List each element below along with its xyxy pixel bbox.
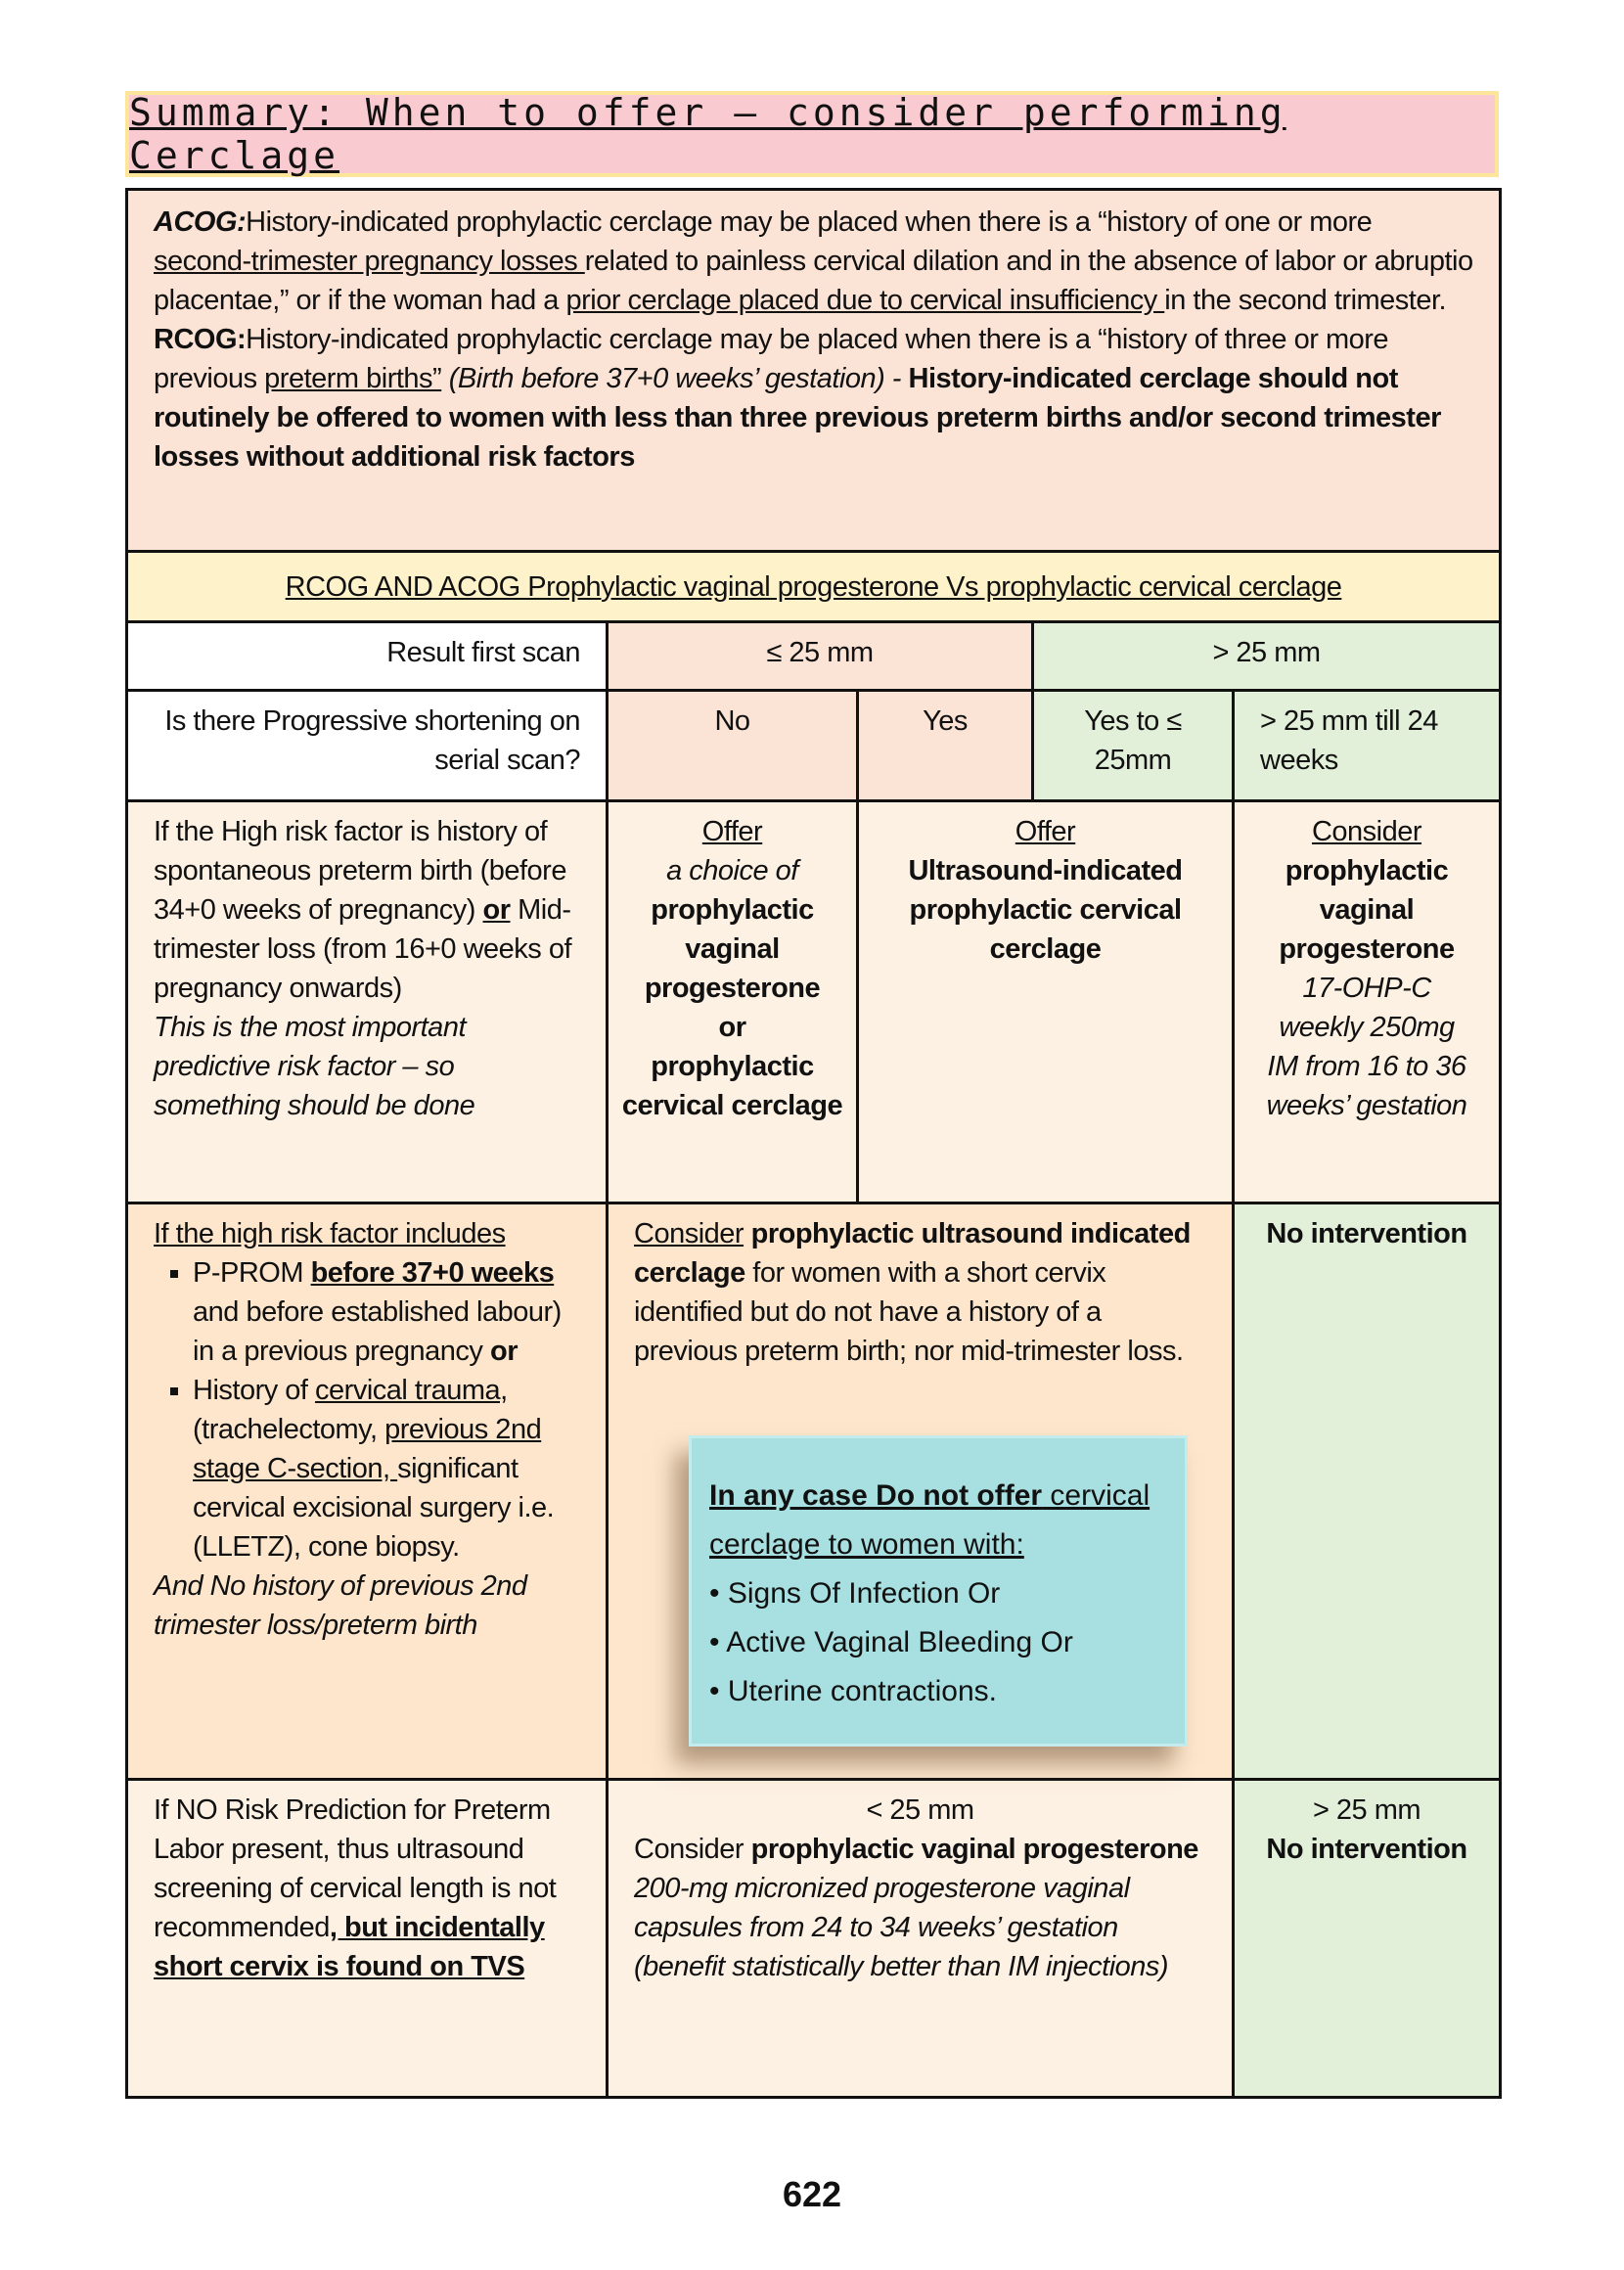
offer-cerclage bbox=[858, 801, 1234, 1203]
text: (Birth before 37+0 weeks’ gestation) - bbox=[441, 363, 909, 394]
text: And No history of previous 2nd trimester loss/preterm birth bbox=[154, 1570, 527, 1641]
text: Consider bbox=[634, 1834, 751, 1865]
text: Ultrasound-indicated prophylactic cervical cerclage bbox=[908, 855, 1183, 965]
text: > 25 mm bbox=[1312, 1794, 1421, 1826]
includes-label bbox=[127, 1203, 608, 1780]
text: prophylactic vaginal progesterone bbox=[644, 894, 821, 1004]
text: or bbox=[482, 894, 511, 926]
contraindication-callout bbox=[689, 1435, 1188, 1747]
progressive-label: Is there Progressive shortening on serial scan? bbox=[127, 691, 608, 801]
text: Offer bbox=[701, 816, 763, 847]
prog-gt: > 25 mm till 24 weeks bbox=[1234, 691, 1501, 801]
text: 17-OHP-C weekly 250mg IM from 16 to 36 weeks’ gestation bbox=[1266, 973, 1467, 1121]
text: Consider bbox=[634, 1218, 744, 1249]
text: a choice of bbox=[666, 855, 798, 886]
text: or bbox=[718, 1012, 746, 1043]
text: History-indicated cerclage should not routinely be offered to women with less than three previous preterm births and/or second trimester losses without additional risk factors bbox=[154, 363, 1441, 473]
text: previous 2nd stage C-section, bbox=[193, 1414, 542, 1484]
text: If the high risk factor includes bbox=[154, 1218, 506, 1249]
text: Offer bbox=[1015, 816, 1076, 847]
list-item: • Active Vaginal Bleeding Or bbox=[709, 1626, 1073, 1658]
consider-progesterone bbox=[1234, 801, 1501, 1203]
rcog-label: RCOG: bbox=[154, 324, 247, 355]
no-intervention bbox=[1234, 1203, 1501, 1780]
text: No intervention bbox=[1266, 1834, 1467, 1865]
text: cervical cerclage to women with: bbox=[709, 1479, 1150, 1561]
prog-yes: Yes bbox=[858, 691, 1033, 801]
high-risk-label bbox=[127, 801, 608, 1203]
text: prophylactic vaginal progesterone bbox=[1279, 855, 1455, 965]
no-risk-label bbox=[127, 1780, 608, 2098]
text: (trachelectomy, bbox=[193, 1414, 385, 1445]
page-title: Summary: When to offer – consider performing Cerclage bbox=[125, 91, 1499, 177]
text: History-indicated prophylactic cerclage may be placed when there is a “history of one or more bbox=[246, 206, 1373, 238]
text: preterm births” bbox=[264, 363, 442, 394]
prog-yes-to: Yes to ≤ 25mm bbox=[1033, 691, 1234, 801]
text: 200-mg micronized progesterone vaginal capsules from 24 to 34 weeks’ gestation (benefit statistically better than IM injections) bbox=[634, 1873, 1169, 1982]
text: Signs Of Infection Or bbox=[727, 1577, 1001, 1610]
subheading: RCOG AND ACOG Prophylactic vaginal progesterone Vs prophylactic cervical cerclage bbox=[285, 570, 1342, 603]
text: prophylactic ultrasound indicated cerclage bbox=[634, 1218, 1191, 1289]
text: Uterine contractions. bbox=[727, 1675, 997, 1707]
text: cervical trauma, bbox=[315, 1375, 508, 1406]
prog-no: No bbox=[608, 691, 858, 801]
text: related to painless cervical dilation and in the absence of labor or abruptio placentae,” or if the woman had a bbox=[154, 246, 1473, 316]
text: If NO Risk Prediction for Preterm Labor present, thus ultrasound screening of cervical length is not recommended bbox=[154, 1794, 557, 1943]
text: Active Vaginal Bleeding Or bbox=[726, 1626, 1073, 1658]
page-number: 622 bbox=[782, 2174, 842, 2214]
text: prophylactic cervical cerclage bbox=[621, 1051, 843, 1121]
text: in the second trimester. bbox=[1164, 285, 1447, 316]
text: or bbox=[489, 1336, 518, 1367]
list-item: • Signs Of Infection Or bbox=[709, 1577, 1001, 1610]
scan-short: ≤ 25 mm bbox=[608, 622, 1033, 691]
acog-label: ACOG: bbox=[154, 206, 247, 238]
text: This is the most important predictive risk factor – so something should be done bbox=[154, 1012, 475, 1121]
text: History-indicated prophylactic cerclage may be placed when there is a “history of three or more previous bbox=[154, 324, 1389, 394]
text: second-trimester pregnancy losses bbox=[154, 246, 585, 277]
text: Consider bbox=[1311, 816, 1422, 847]
no-intervention-long bbox=[1234, 1780, 1501, 2098]
text: significant cervical excisional surgery i.e. (LLETZ), cone biopsy. bbox=[193, 1453, 555, 1563]
text: before 37+0 weeks bbox=[310, 1257, 555, 1289]
text: History of bbox=[193, 1375, 316, 1406]
consider-vaginal-progesterone bbox=[608, 1780, 1234, 2098]
text: Mid-trimester loss (from 16+0 weeks of pregnancy onwards) bbox=[154, 894, 572, 1004]
text: prophylactic vaginal progesterone bbox=[750, 1834, 1198, 1865]
text: No intervention bbox=[1266, 1218, 1467, 1249]
intro-cell bbox=[127, 190, 1501, 552]
list-item bbox=[193, 1371, 580, 1566]
text: < 25 mm bbox=[866, 1794, 974, 1826]
list-item bbox=[193, 1253, 580, 1371]
scan-label: Result first scan bbox=[127, 622, 608, 691]
text: In any case Do not offer bbox=[709, 1479, 1043, 1512]
text: and before established labour) in a previous pregnancy bbox=[193, 1296, 562, 1367]
offer-choice bbox=[608, 801, 858, 1203]
scan-long: > 25 mm bbox=[1033, 622, 1501, 691]
list-item: • Uterine contractions. bbox=[709, 1675, 997, 1707]
text: for women with a short cervix identified but do not have a history of a previous preterm birth; nor mid-trimester loss. bbox=[634, 1257, 1184, 1367]
text: prior cerclage placed due to cervical insufficiency bbox=[565, 285, 1165, 316]
text: If the High risk factor is history of spontaneous preterm birth (before 34+0 weeks of pregnancy) bbox=[154, 816, 566, 926]
text: P-PROM bbox=[193, 1257, 311, 1289]
cerclage-summary-table bbox=[125, 188, 1502, 2099]
text: , but incidentally short cervix is found on TVS bbox=[154, 1912, 545, 1982]
